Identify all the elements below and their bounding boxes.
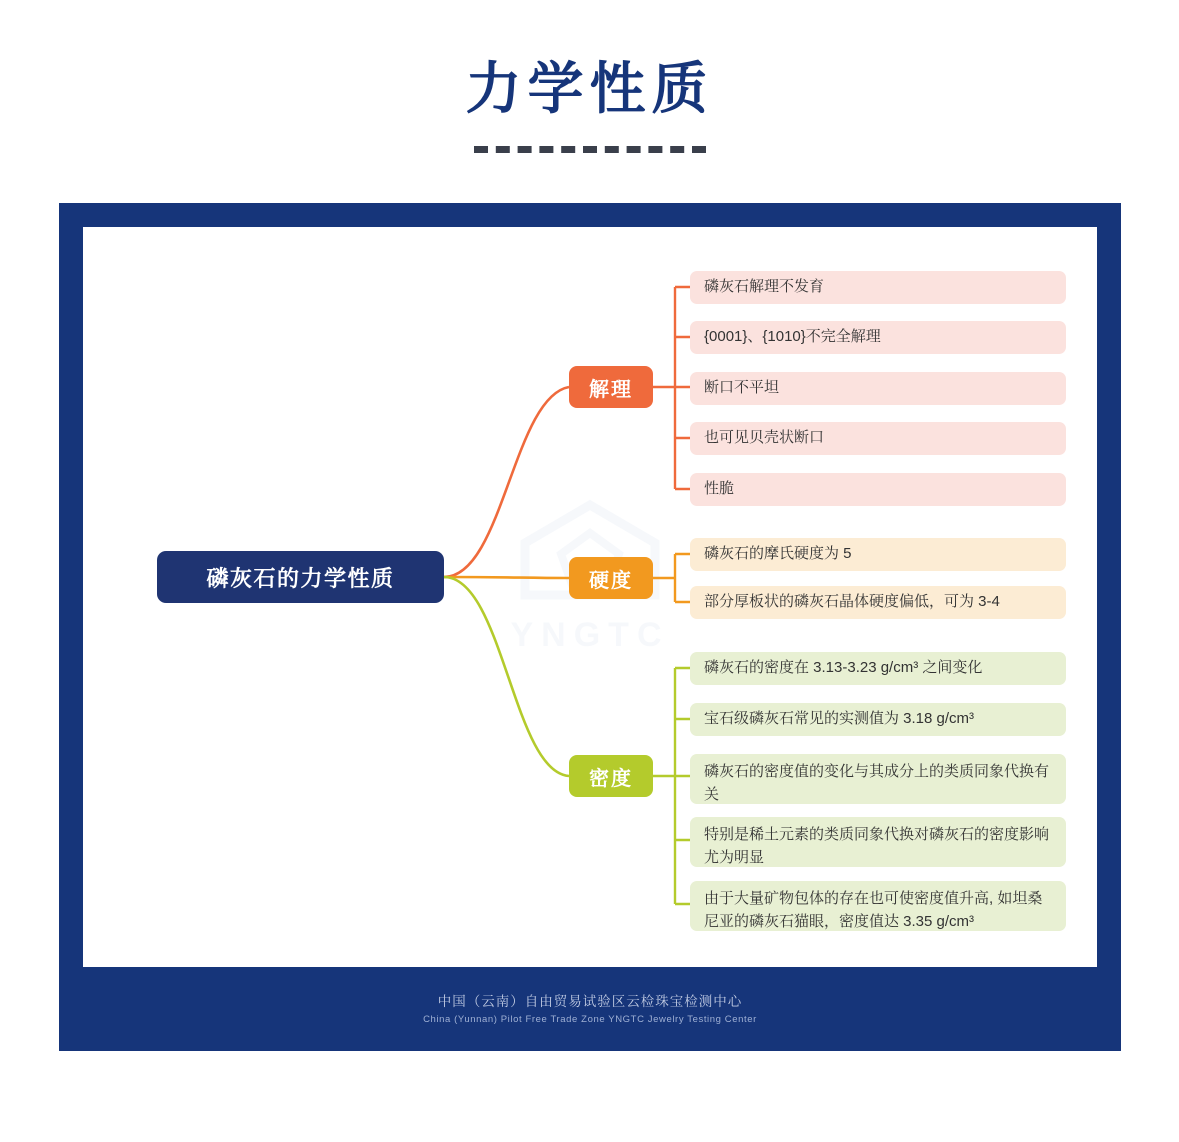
page-header	[0, 0, 1179, 153]
footer-en-text: China (Yunnan) Pilot Free Trade Zone YNGTC Jewelry Testing Center	[423, 1014, 757, 1025]
mindmap	[83, 227, 1097, 967]
leaf-item: 磷灰石的密度在 3.13-3.23 g/cm³ 之间变化	[690, 652, 1066, 685]
leaf-item: 性脆	[690, 473, 1066, 506]
leaf-item: 断口不平坦	[690, 372, 1066, 405]
branch-label-cleavage[interactable]: 解理	[569, 366, 653, 408]
leaf-item: 由于大量矿物包体的存在也可使密度值升高, 如坦桑尼亚的磷灰石猫眼，密度值达 3.35 g/cm³	[690, 881, 1066, 931]
branch-label-hardness[interactable]: 硬度	[569, 557, 653, 599]
leaf-item: 部分厚板状的磷灰石晶体硬度偏低，可为 3-4	[690, 586, 1066, 619]
mindmap-card	[59, 203, 1121, 1051]
footer-cn-text: 中国（云南）自由贸易试验区云检珠宝检测中心	[437, 994, 743, 1009]
leaf-item: 磷灰石解理不发育	[690, 271, 1066, 304]
branch-label-density[interactable]: 密度	[569, 755, 653, 797]
footer	[59, 990, 1121, 1025]
title-divider	[474, 146, 706, 153]
watermark-text: YNGTC	[510, 616, 670, 654]
mindmap-canvas	[83, 227, 1097, 967]
leaf-item: 特别是稀土元素的类质同象代换对磷灰石的密度影响尤为明显	[690, 817, 1066, 867]
leaf-item: 也可见贝壳状断口	[690, 422, 1066, 455]
leaf-item: 磷灰石的摩氏硬度为 5	[690, 538, 1066, 571]
leaf-item: 宝石级磷灰石常见的实测值为 3.18 g/cm³	[690, 703, 1066, 736]
mindmap-root-node[interactable]: 磷灰石的力学性质	[157, 551, 444, 603]
leaf-item: 磷灰石的密度值的变化与其成分上的类质同象代换有关	[690, 754, 1066, 804]
leaf-item: {0001}、{1010}不完全解理	[690, 321, 1066, 354]
page-title: 力学性质	[465, 57, 714, 120]
